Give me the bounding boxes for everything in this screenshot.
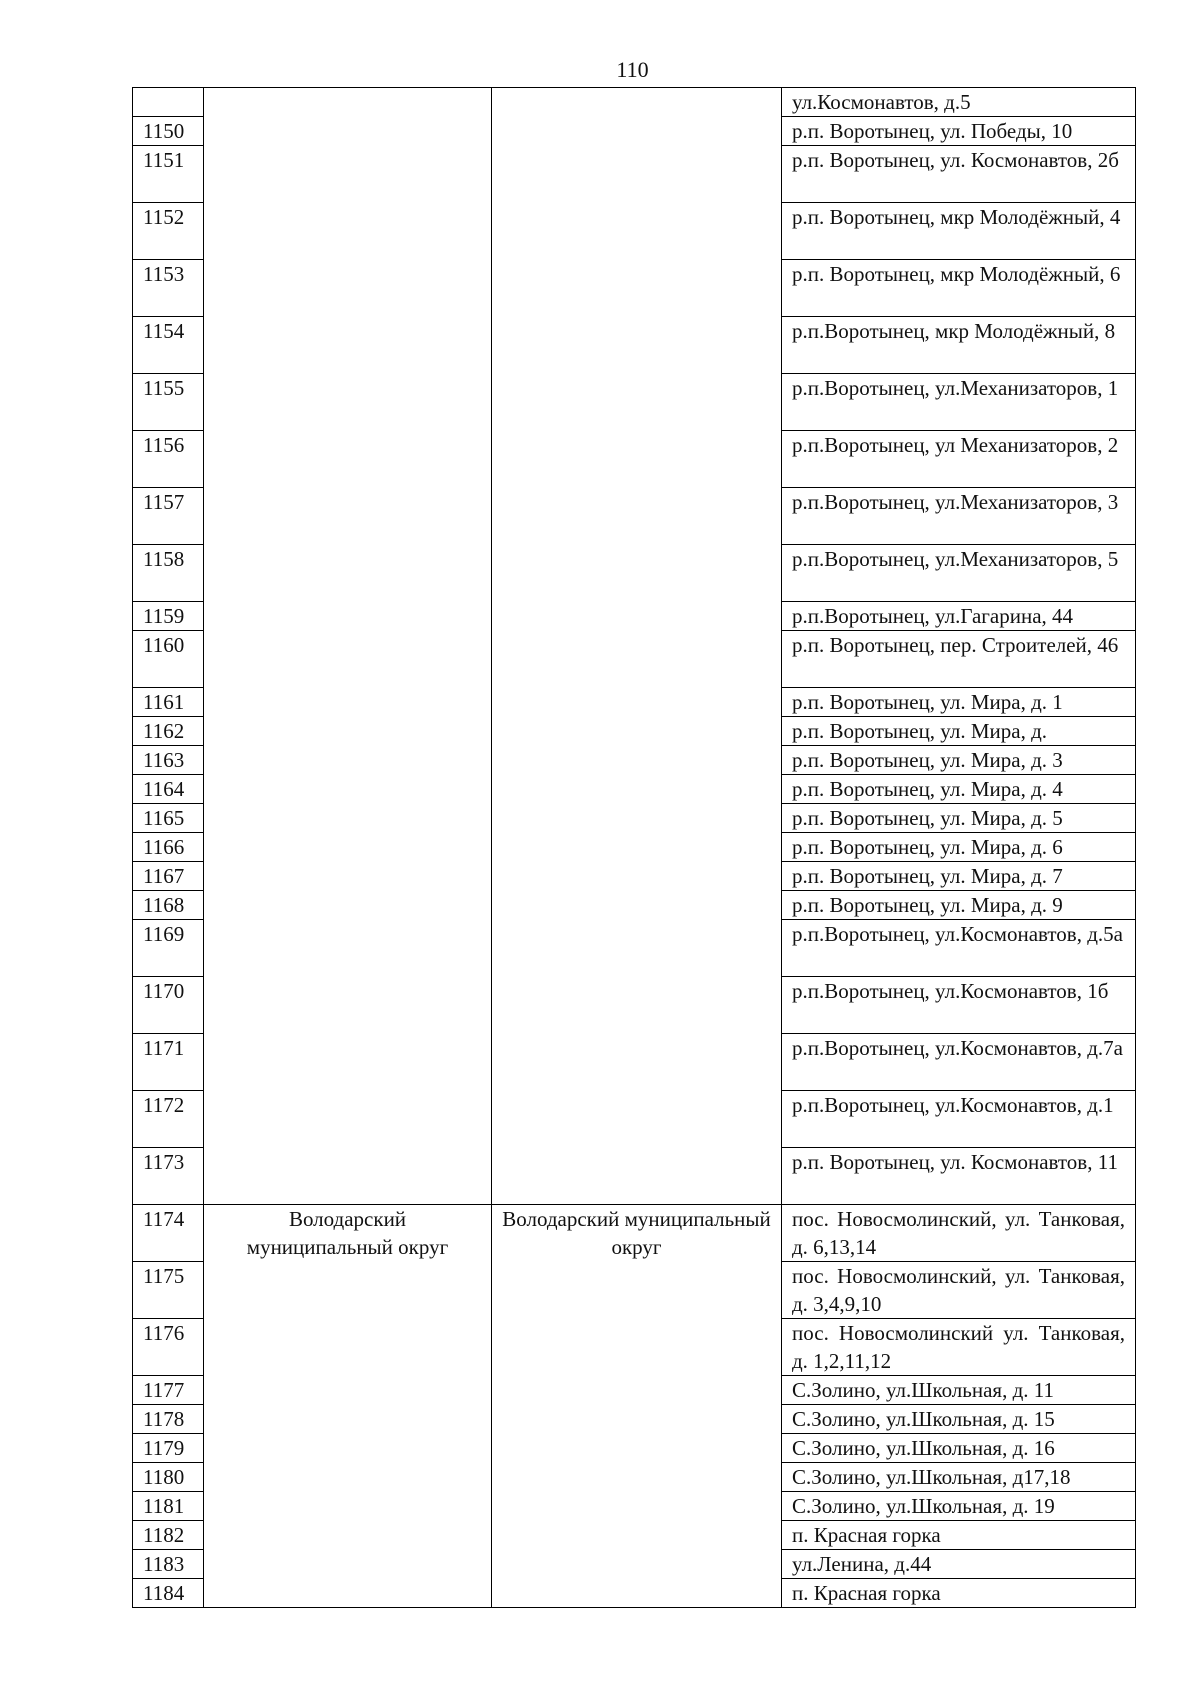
municipality-cell: Володарский муниципальный округ xyxy=(492,1205,782,1608)
row-number xyxy=(133,88,204,117)
row-number: 1159 xyxy=(133,602,204,631)
row-number: 1176 xyxy=(133,1319,204,1376)
address-cell: ул.Космонавтов, д.5 xyxy=(782,88,1136,117)
row-number: 1171 xyxy=(133,1034,204,1091)
address-cell: С.Золино, ул.Школьная, д17,18 xyxy=(782,1463,1136,1492)
row-number: 1164 xyxy=(133,775,204,804)
address-cell: С.Золино, ул.Школьная, д. 19 xyxy=(782,1492,1136,1521)
district-cell: Володарский муниципальный округ xyxy=(204,1205,492,1608)
address-cell: С.Золино, ул.Школьная, д. 15 xyxy=(782,1405,1136,1434)
address-cell: п. Красная горка xyxy=(782,1521,1136,1550)
row-number: 1168 xyxy=(133,891,204,920)
address-cell: ул.Ленина, д.44 xyxy=(782,1550,1136,1579)
row-number: 1154 xyxy=(133,317,204,374)
row-number: 1163 xyxy=(133,746,204,775)
address-cell: р.п. Воротынец, ул. Победы, 10 xyxy=(782,117,1136,146)
row-number: 1161 xyxy=(133,688,204,717)
row-number: 1177 xyxy=(133,1376,204,1405)
row-number: 1169 xyxy=(133,920,204,977)
address-cell: р.п. Воротынец, ул. Мира, д. 1 xyxy=(782,688,1136,717)
row-number: 1167 xyxy=(133,862,204,891)
address-cell: С.Золино, ул.Школьная, д. 11 xyxy=(782,1376,1136,1405)
municipality-cell xyxy=(492,88,782,1205)
row-number: 1150 xyxy=(133,117,204,146)
address-cell: р.п. Воротынец, пер. Строителей, 46 xyxy=(782,631,1136,688)
address-cell: р.п.Воротынец, ул.Механизаторов, 5 xyxy=(782,545,1136,602)
address-cell: С.Золино, ул.Школьная, д. 16 xyxy=(782,1434,1136,1463)
row-number: 1179 xyxy=(133,1434,204,1463)
address-cell: р.п. Воротынец, ул. Мира, д. 6 xyxy=(782,833,1136,862)
address-table xyxy=(132,87,1136,1608)
row-number: 1155 xyxy=(133,374,204,431)
row-number: 1181 xyxy=(133,1492,204,1521)
table-row xyxy=(133,88,1136,117)
address-cell: р.п. Воротынец, ул. Мира, д. 9 xyxy=(782,891,1136,920)
address-cell: р.п.Воротынец, ул.Механизаторов, 3 xyxy=(782,488,1136,545)
address-cell: р.п. Воротынец, мкр Молодёжный, 4 xyxy=(782,203,1136,260)
row-number: 1153 xyxy=(133,260,204,317)
row-number: 1182 xyxy=(133,1521,204,1550)
row-number: 1170 xyxy=(133,977,204,1034)
address-cell: р.п. Воротынец, ул. Космонавтов, 11 xyxy=(782,1148,1136,1205)
address-cell: р.п. Воротынец, ул. Мира, д. xyxy=(782,717,1136,746)
address-cell: р.п. Воротынец, ул. Мира, д. 4 xyxy=(782,775,1136,804)
row-number: 1172 xyxy=(133,1091,204,1148)
address-cell: р.п.Воротынец, ул.Космонавтов, д.5а xyxy=(782,920,1136,977)
row-number: 1160 xyxy=(133,631,204,688)
table-row xyxy=(133,1205,1136,1262)
row-number: 1183 xyxy=(133,1550,204,1579)
address-cell: р.п.Воротынец, ул.Космонавтов, 1б xyxy=(782,977,1136,1034)
address-cell: пос. Новосмолинский, ул. Танковая, д. 3,4,9,10 xyxy=(782,1262,1136,1319)
address-cell: р.п. Воротынец, ул. Мира, д. 3 xyxy=(782,746,1136,775)
row-number: 1165 xyxy=(133,804,204,833)
row-number: 1152 xyxy=(133,203,204,260)
address-cell: п. Красная горка xyxy=(782,1579,1136,1608)
row-number: 1175 xyxy=(133,1262,204,1319)
row-number: 1156 xyxy=(133,431,204,488)
address-cell: р.п.Воротынец, мкр Молодёжный, 8 xyxy=(782,317,1136,374)
address-cell: пос. Новосмолинский, ул. Танковая, д. 6,13,14 xyxy=(782,1205,1136,1262)
table-body xyxy=(133,88,1136,1608)
address-cell: р.п.Воротынец, ул.Гагарина, 44 xyxy=(782,602,1136,631)
row-number: 1162 xyxy=(133,717,204,746)
district-cell xyxy=(204,88,492,1205)
address-cell: р.п.Воротынец, ул.Космонавтов, д.1 xyxy=(782,1091,1136,1148)
address-cell: р.п. Воротынец, ул. Мира, д. 7 xyxy=(782,862,1136,891)
row-number: 1184 xyxy=(133,1579,204,1608)
row-number: 1180 xyxy=(133,1463,204,1492)
address-cell: р.п. Воротынец, ул. Мира, д. 5 xyxy=(782,804,1136,833)
row-number: 1174 xyxy=(133,1205,204,1262)
row-number: 1166 xyxy=(133,833,204,862)
row-number: 1151 xyxy=(133,146,204,203)
address-cell: пос. Новосмолинский ул. Танковая, д. 1,2,11,12 xyxy=(782,1319,1136,1376)
address-cell: р.п. Воротынец, мкр Молодёжный, 6 xyxy=(782,260,1136,317)
address-cell: р.п.Воротынец, ул.Космонавтов, д.7а xyxy=(782,1034,1136,1091)
row-number: 1158 xyxy=(133,545,204,602)
row-number: 1178 xyxy=(133,1405,204,1434)
address-cell: р.п. Воротынец, ул. Космонавтов, 2б xyxy=(782,146,1136,203)
page-number: 110 xyxy=(616,57,649,82)
row-number: 1173 xyxy=(133,1148,204,1205)
address-cell: р.п.Воротынец, ул.Механизаторов, 1 xyxy=(782,374,1136,431)
address-cell: р.п.Воротынец, ул Механизаторов, 2 xyxy=(782,431,1136,488)
row-number: 1157 xyxy=(133,488,204,545)
